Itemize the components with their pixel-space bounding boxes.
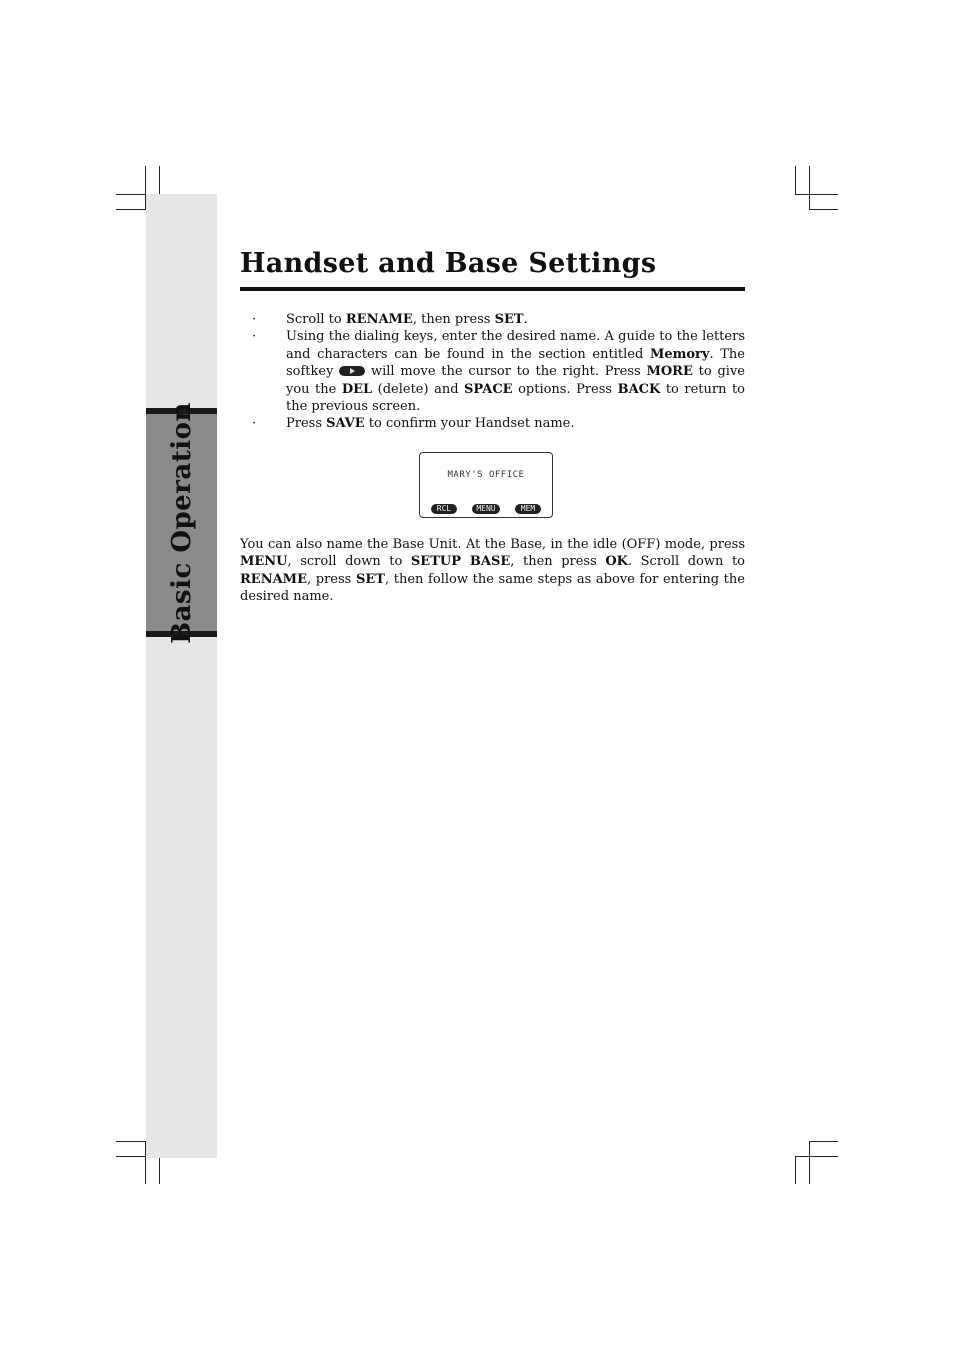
crop-mark — [116, 209, 146, 210]
crop-mark — [809, 1141, 838, 1142]
display-name-line: MARY'S OFFICE — [447, 470, 525, 480]
text-run: will move the cursor to the right. Press — [365, 364, 647, 380]
crop-mark — [159, 1156, 160, 1184]
softkey-menu: MENU — [472, 504, 499, 514]
text-run: to give you the — [286, 364, 745, 397]
section-reference: Memory — [649, 346, 710, 362]
display-softkeys — [431, 504, 541, 514]
text-run: . The softkey — [286, 346, 745, 380]
crop-mark — [809, 209, 838, 210]
text-run: Scroll to — [286, 312, 346, 327]
bullet-marker: · — [252, 416, 257, 432]
list-item — [252, 415, 745, 432]
softkey-mem: MEM — [515, 504, 541, 514]
key-label: DEL — [341, 381, 373, 397]
page-sidebar — [146, 194, 217, 1158]
title-rule — [240, 287, 745, 291]
key-label: RENAME — [240, 571, 307, 587]
crop-mark — [809, 166, 810, 210]
key-label: SET — [494, 312, 524, 327]
text-run: Press — [286, 416, 327, 432]
text-run: , then follow the same steps as above for entering the desired name. — [240, 571, 745, 605]
text-run: (delete) and — [372, 381, 465, 397]
crop-mark — [116, 1141, 146, 1142]
key-label: SETUP BASE — [410, 554, 511, 570]
text-run: to confirm your Handset name. — [364, 416, 575, 432]
text-run: You can also name the Base Unit. At the Base, in the idle (OFF) mode, press — [240, 537, 745, 552]
instruction-list — [252, 311, 745, 433]
list-item — [252, 311, 745, 328]
key-label: OK — [605, 554, 628, 570]
text-run: . Scroll down to — [627, 554, 745, 570]
section-tab — [146, 401, 217, 644]
text-run: . — [523, 312, 528, 327]
crop-mark — [795, 166, 796, 195]
page-title: Handset and Base Settings — [240, 248, 657, 279]
crop-mark — [795, 194, 838, 195]
crop-mark — [809, 1141, 810, 1184]
text-run: Using the dialing keys, enter the desired name. A guide to the letters and characters can be found in the section entitled — [286, 329, 745, 362]
softkey-rcl: RCL — [431, 504, 457, 514]
text-run: options. Press — [512, 381, 618, 397]
key-label: SAVE — [326, 416, 365, 432]
handset-display — [419, 452, 553, 518]
text-run: to return to the previous screen. — [286, 381, 745, 415]
right-arrow-softkey-icon — [339, 366, 365, 376]
text-run: , then press — [510, 554, 606, 570]
text-run: , then press — [412, 312, 495, 327]
text-run: , press — [306, 571, 356, 587]
bullet-marker: · — [252, 329, 257, 345]
key-label: RENAME — [345, 312, 413, 327]
key-label: SET — [355, 571, 385, 587]
key-label: MENU — [240, 554, 288, 570]
list-item — [252, 328, 745, 415]
crop-mark — [159, 166, 160, 195]
crop-mark — [795, 1156, 796, 1184]
key-label: MORE — [646, 364, 693, 380]
bullet-marker: · — [252, 312, 257, 327]
key-label: BACK — [617, 381, 661, 397]
key-label: SPACE — [464, 381, 513, 397]
section-tab-label: Basic Operation — [166, 401, 197, 644]
crop-mark — [795, 1156, 838, 1157]
text-run: , scroll down to — [287, 554, 411, 570]
base-unit-paragraph — [240, 536, 745, 606]
